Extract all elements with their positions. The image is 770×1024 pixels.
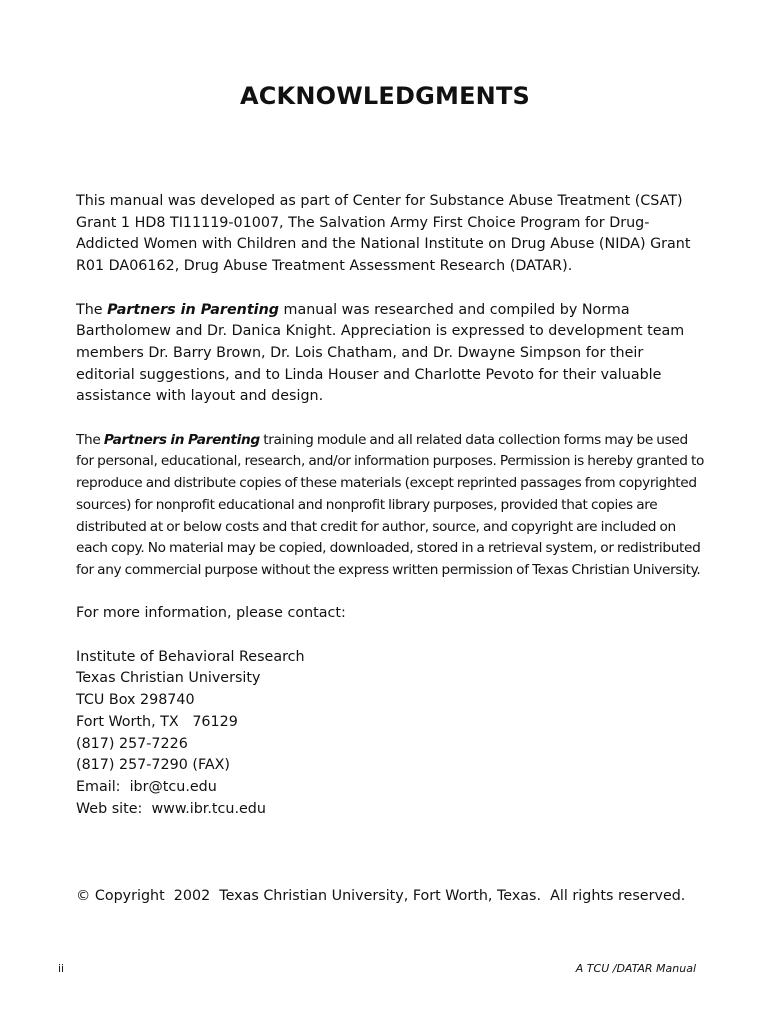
contact-phone: (817) 257-7226 (76, 735, 188, 752)
contact-university: Texas Christian University (76, 670, 261, 687)
contact-box: TCU Box 298740 (76, 692, 195, 709)
funding-paragraph: This manual was developed as part of Center for Substance Abuse Treatment (CSAT) Grant 1 HD8 TI11119-01007, The Salvation Army First Choice Program for Drug-Addicted Women with Children and the National Institute on Drug Abuse (NIDA) Grant R01 DA06162, Drug Abuse Treatment Assessment Research (DATAR). (76, 193, 691, 275)
copyright-notice: © Copyright 2002 Texas Christian University, Fort Worth, Texas. All rights reserved. (76, 888, 686, 904)
permissions-paragraph (76, 430, 706, 582)
contact-intro: For more information, please contact: (76, 605, 346, 622)
contact-website: Web site: www.ibr.tcu.edu (76, 800, 266, 817)
permissions-prefix: The (76, 431, 104, 448)
credits-text: manual was researched and compiled by Norma Bartholomew and Dr. Danica Knight. Appreciation is expressed to development team members Dr. Barry Brown, Dr. Lois Chatham, and Dr. Dwayne Simpson for their editorial suggestions, and to Linda Houser and Charlotte Pevoto for their valuable assistance with layout and design. (76, 301, 685, 405)
contact-city: Fort Worth, TX 76129 (76, 713, 238, 730)
permissions-program-name: Partners in Parenting (103, 431, 260, 448)
main-content (76, 191, 706, 820)
page-title: ACKNOWLEDGMENTS (239, 82, 531, 110)
permissions-text: training module and all related data collection forms may be used for personal, educational, research, and/or information purposes. Permission is hereby granted to reproduce and distribute copies of these materials (except reprinted passages from copyrighted sources) for nonprofit educational and nonprofit library purposes, provided that copies are distributed at or below costs and that credit for author, source, and copyright are included on each copy. No material may be copied, downloaded, stored in a retrieval system, or redistributed for any commercial purpose without the express written permission of Texas Christian University. (76, 431, 705, 578)
contact-fax: (817) 257-7290 (FAX) (76, 757, 231, 774)
footer-page-number: ii (58, 962, 65, 975)
footer-manual-name: A TCU /DATAR Manual (575, 962, 696, 975)
credits-paragraph (76, 300, 706, 409)
contact-email: Email: ibr@tcu.edu (76, 778, 217, 795)
contact-organization: Institute of Behavioral Research (76, 648, 305, 665)
credits-prefix: The (76, 301, 108, 318)
credits-program-name: Partners in Parenting (107, 301, 279, 318)
contact-address-block (76, 647, 706, 821)
